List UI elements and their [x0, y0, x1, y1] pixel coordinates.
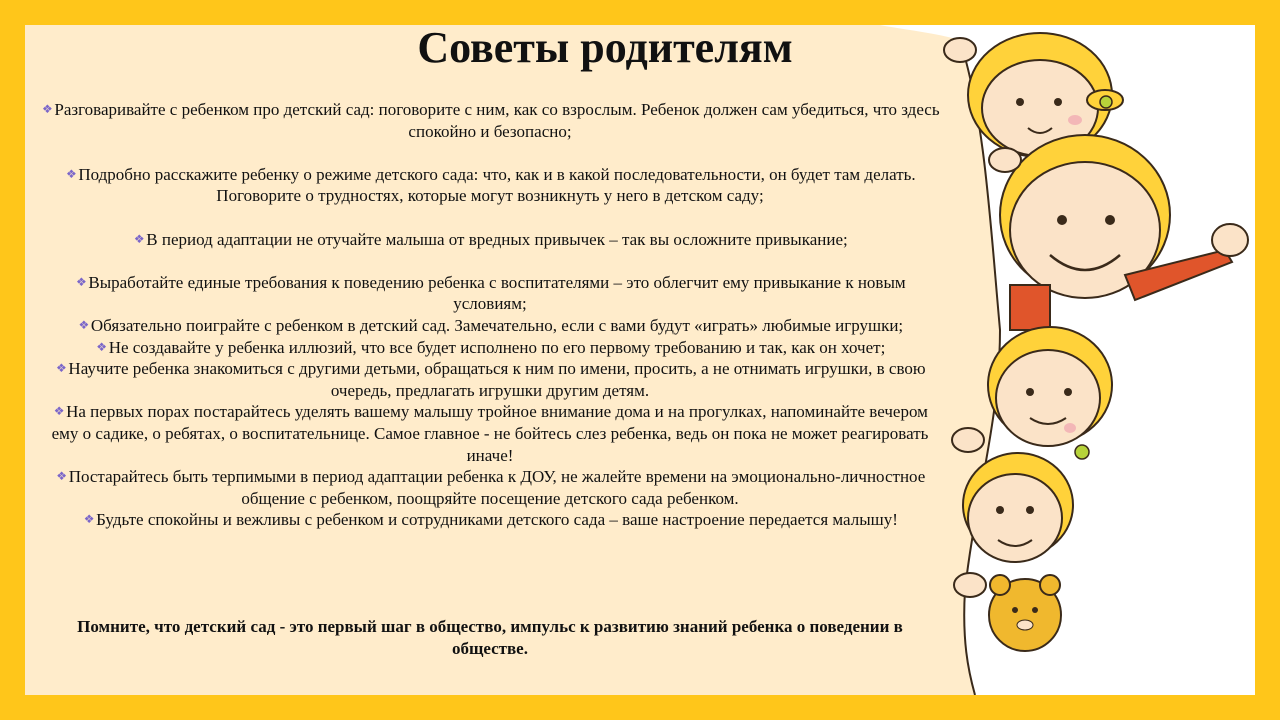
tip-item: [40, 315, 940, 337]
tips-list: [40, 99, 940, 531]
tip-text: Подробно расскажите ребенку о режиме детского сада: что, как и в какой последовательности, он будет там делать. Поговорите о трудностях, которые могут возникнуть у него в детском саду;: [78, 164, 916, 206]
tip-item: [40, 466, 940, 509]
tip-text: На первых порах постарайтесь уделять вашему малышу тройное внимание дома и на прогулках, напоминайте вечером ему о садике, о ребятах, о воспитательнице. Самое главное - не бойтесь слез ребенка, ведь он пока не может реагировать иначе!: [51, 402, 929, 465]
tip-item: [40, 229, 940, 251]
tip-text: Постарайтесь быть терпимыми в период адаптации ребенка к ДОУ, не жалейте времени на эмоционально-личностное общение с ребенком, поощряйте посещение детского сада ребенком.: [68, 467, 926, 508]
tip-item: [40, 358, 940, 401]
tip-text: Разговаривайте с ребенком про детский сад: поговорите с ним, как со взрослым. Ребенок должен сам убедиться, что здесь спокойно и безопасно;: [54, 100, 940, 141]
bullet-icon: ❖: [78, 317, 90, 332]
tip-text: Научите ребенка знакомиться с другими детьми, обращаться к ним по имени, просить, а не отнимать игрушки, в свою очередь, предлагать игрушки другим детям.: [68, 359, 926, 400]
bullet-icon: ❖: [53, 404, 65, 419]
tip-item: [40, 272, 940, 315]
bullet-icon: ❖: [56, 469, 68, 484]
tip-text: Будьте спокойны и вежливы с ребенком и сотрудниками детского сада – ваше настроение передается малышу!: [96, 510, 898, 530]
kids-illustration: [880, 25, 1255, 695]
bullet-icon: ❖: [75, 274, 87, 289]
bullet-icon: ❖: [65, 166, 77, 181]
tip-item: [40, 99, 940, 142]
tip-item: [40, 509, 940, 531]
bullet-icon: ❖: [96, 339, 108, 354]
bullet-icon: ❖: [83, 512, 95, 527]
slide-title: Советы родителям: [417, 23, 793, 72]
tip-text: Выработайте единые требования к поведению ребенка с воспитателями – это облегчит ему привыкание к новым условиям;: [88, 272, 906, 314]
closing-note: Помните, что детский сад - это первый шаг в общество, импульс к развитию знаний ребенка о поведении в обществе.: [77, 617, 903, 658]
teddy-bear-face: [989, 575, 1061, 651]
tip-item: [40, 401, 940, 466]
tip-item: [40, 337, 940, 359]
tip-text: Не создавайте у ребенка иллюзий, что все будет исполнено по его первому требованию и так, как он хочет;: [108, 337, 886, 357]
tip-text: Обязательно поиграйте с ребенком в детский сад. Замечательно, если с вами будут «играть» любимые игрушки;: [90, 315, 904, 335]
tip-text: В период адаптации не отучайте малыша от вредных привычек – так вы осложните привыкание;: [146, 229, 848, 249]
tip-item: [40, 164, 940, 207]
bullet-icon: ❖: [133, 231, 145, 246]
bullet-icon: ❖: [42, 102, 53, 116]
bullet-icon: ❖: [56, 361, 67, 376]
